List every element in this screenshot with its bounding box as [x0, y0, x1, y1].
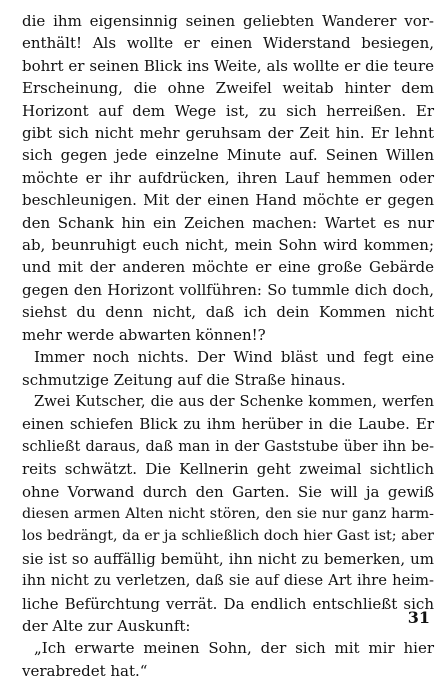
text-line: Zwei Kutscher, die aus der Schenke kommen, werfen	[34, 392, 434, 410]
text-line: Immer noch nichts. Der Wind bläst und fegt eine	[34, 348, 434, 367]
text-line: gibt sich nicht mehr geruhsam der Zeit hin. Er lehnt	[22, 124, 434, 143]
text-line: bohrt er seinen Blick ins Weite, als wollte er die teure	[22, 56, 434, 75]
paragraph	[22, 10, 434, 346]
text-line: Erscheinung, die ohne Zweifel weitab hinter dem	[22, 79, 434, 98]
text-line: den Schank hin ein Zeichen machen: Wartet es nur	[22, 213, 434, 232]
text-line: und mit der anderen möchte er eine große Gebärde	[22, 258, 434, 277]
text-line: beschleunigen. Mit der einen Hand möchte er gegen	[22, 191, 434, 210]
text-line: ab, beunruhigt euch nicht, mein Sohn wird kommen;	[22, 236, 434, 255]
text-line: „Ich erwarte meinen Sohn, der sich mit mir hier	[34, 639, 434, 658]
page-number: 31	[407, 608, 430, 627]
paragraph	[22, 346, 434, 391]
text-line: reits schwätzt. Die Kellnerin geht zweimal sichtlich	[22, 460, 434, 479]
text-line: liche Befürchtung verrät. Da endlich entschließt sich	[22, 594, 434, 613]
text-line: verabredet hat.“	[22, 661, 148, 680]
text-line: einen schiefen Blick zu ihm herüber in die Laube. Er	[22, 415, 434, 434]
book-page-text	[22, 10, 434, 682]
text-line: schmutzige Zeitung auf die Straße hinaus.	[22, 370, 346, 389]
text-line: gegen den Horizont vollführen: So tummle dich doch,	[22, 280, 434, 299]
text-line: der Alte zur Auskunft:	[22, 616, 191, 635]
paragraph	[22, 391, 434, 637]
text-line: ihn nicht zu verletzen, daß sie auf diese Art ihre heim-	[22, 572, 434, 590]
text-line: mehr werde abwarten können!?	[22, 325, 266, 344]
text-line: Horizont auf dem Wege ist, zu sich herreißen. Er	[22, 101, 434, 120]
text-line: ohne Vorwand durch den Garten. Sie will ja gewiß	[22, 482, 434, 501]
text-line: enthält! Als wollte er einen Widerstand besiegen,	[22, 34, 434, 53]
text-line: diesen armen Alten nicht stören, den sie nur ganz harm-	[22, 505, 434, 522]
text-line: los bedrängt, da er ja schließlich doch hier Gast ist; aber	[22, 528, 434, 545]
text-line: die ihm eigensinnig seinen geliebten Wanderer vor-	[22, 12, 434, 30]
text-line: möchte er ihr aufdrücken, ihren Lauf hemmen oder	[22, 168, 434, 187]
paragraph	[22, 637, 434, 682]
text-line: sich gegen jede einzelne Minute auf. Seinen Willen	[22, 146, 434, 165]
text-line: sie ist so auffällig bemüht, ihn nicht zu bemerken, um	[22, 549, 434, 568]
text-line: siehst du denn nicht, daß ich dein Kommen nicht	[22, 303, 434, 322]
text-line: schließt daraus, daß man in der Gaststube über ihn be-	[22, 438, 434, 455]
